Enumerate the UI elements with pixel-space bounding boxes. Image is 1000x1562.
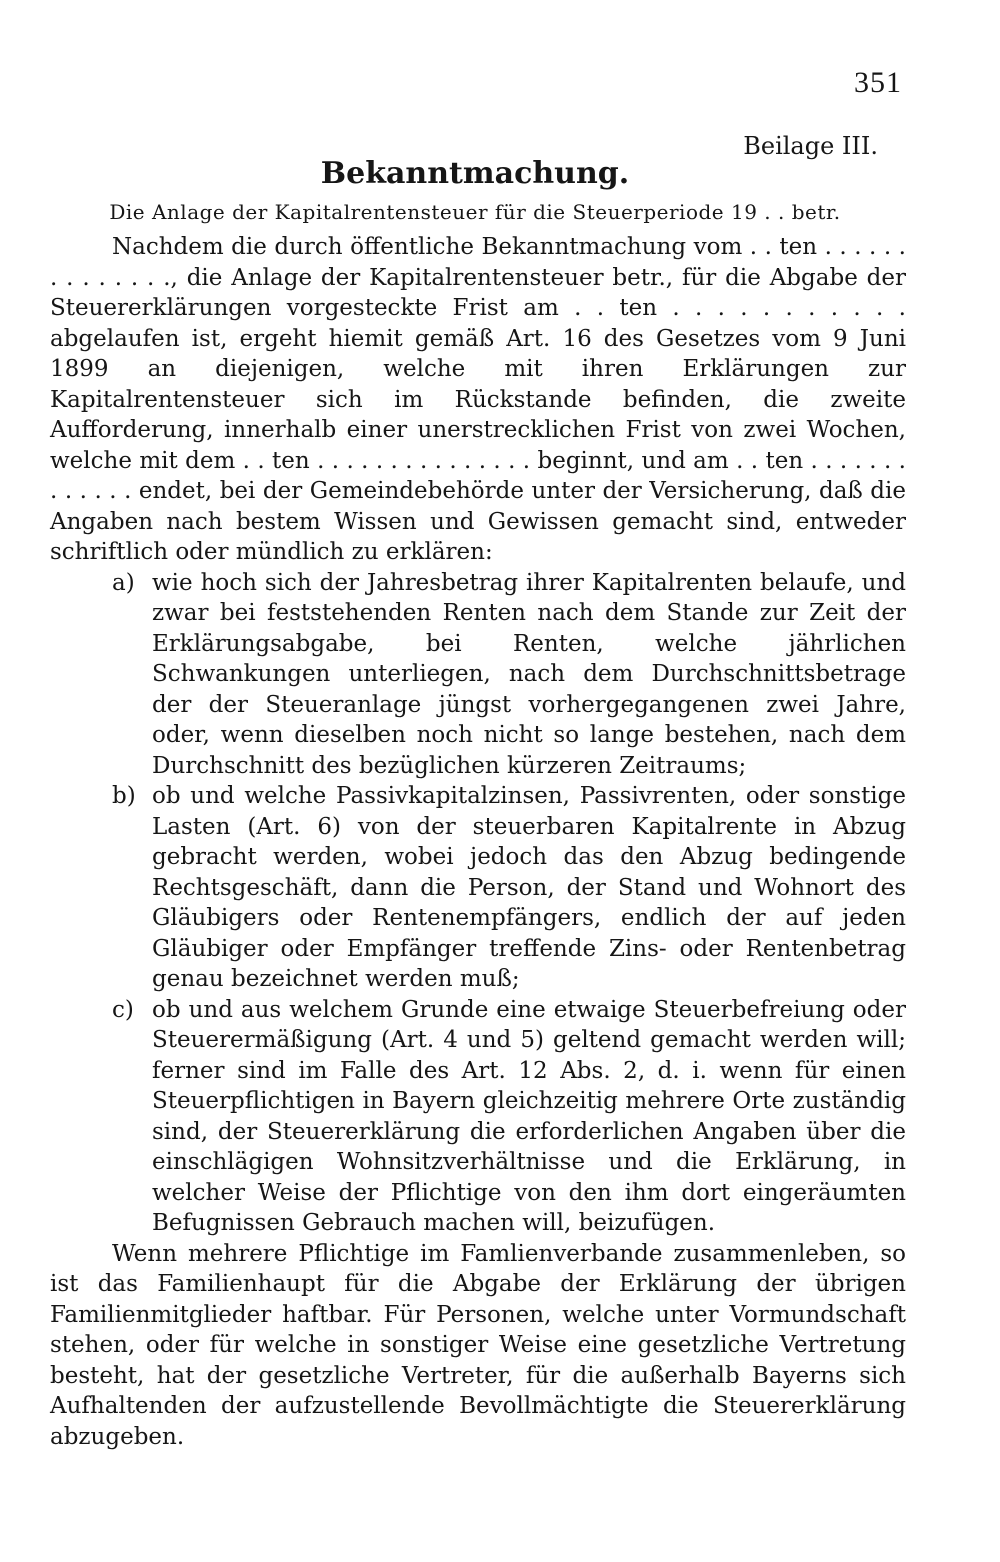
document-subtitle: Die Anlage der Kapitalrentensteuer für die Steuerperiode 19 . . betr. [109,200,841,224]
list-item-a [50,568,906,782]
closing-paragraph: Wenn mehrere Pflichtige im Famlienverbande zusammenleben, so ist das Familienhaupt für die Abgabe der Erklärung der übrigen Familienmitglieder haftbar. Für Personen, welche unter Vormundschaft stehen, oder für welche in sonstiger Weise eine gesetzliche Vertretung besteht, hat der gesetzliche Vertreter, für die außerhalb Bayerns sich Aufhaltenden der aufzustellende Bevollmächtigte die Steuererklärung abzugeben. [50,1240,906,1450]
list-item-marker: b) [112,783,136,809]
list-item-text: wie hoch sich der Jahresbetrag ihrer Kapitalrenten belaufe, und zwar bei feststehenden Renten nach dem Stande zur Zeit der Erklärungsabgabe, bei Renten, welche jährlichen Schwankungen unterliegen, nach dem Durchschnittsbetrage der der Steueranlage jüngst vorhergegangenen zwei Jahre, oder, wenn dieselben noch nicht so lange bestehen, nach dem Durchschnitt des bezüglichen kürzeren Zeitraums; [152,569,906,779]
document-title: Bekanntmachung. [320,156,630,191]
list-item-text: ob und welche Passivkapitalzinsen, Passivrenten, oder sonstige Lasten (Art. 6) von der steuerbaren Kapitalrente in Abzug gebracht werden, wobei jedoch das den Abzug bedingende Rechtsgeschäft, dann die Person, der Stand und Wohnort des Gläubigers oder Rentenempfängers, endlich der auf jeden Gläubiger oder Empfänger treffende Zins- oder Rentenbetrag genau bezeichnet werden muß; [152,783,906,992]
list-item-c [50,995,906,1239]
annex-label: Beilage III. [743,132,878,160]
list-item-b [50,781,906,995]
list-item-text: ob und aus welchem Grunde eine etwaige Steuerbefreiung oder Steuerermäßigung (Art. 4 und 5) geltend gemacht werden will; ferner sind im Falle des Art. 12 Abs. 2, d. i. wenn für einen Steuerpflichtigen in Bayern gleichzeitig mehrere Orte zuständig sind, der Steuererklärung die erforderlichen Angaben über die einschlägigen Wohnsitzverhältnisse und die Erklärung, in welcher Weise der Pflichtige von den ihm dort eingeräumten Befugnissen Gebrauch machen will, beizufügen. [152,996,906,1236]
page-number: 351 [854,66,902,99]
list-item-marker: c) [112,996,134,1023]
list-item-marker: a) [112,569,135,596]
document-body [50,232,906,1452]
intro-paragraph: Nachdem die durch öffentliche Bekanntmachung vom . . ten . . . . . . . . . . . . . ., die Anlage der Kapitalrentensteuer betr., für die Abgabe der Steuererklärungen vorgesteckte Frist am . . ten . . . . . . . . . . . abgelaufen ist, ergeht hiemit gemäß Art. 16 des Gesetzes vom 9 Juni 1899 an diejenigen, welche mit ihren Erklärungen zur Kapitalrentensteuer sich im Rückstande befinden, die zweite Aufforderung, innerhalb einer unerstrecklichen Frist von zwei Wochen, welche mit dem . . ten . . . . . . . . . . . . . . . beginnt, und am . . ten . . . . . . . . . . . . . endet, bei der Gemeindebehörde unter der Versicherung, daß die Angaben nach bestem Wissen und Gewissen gemacht sind, entweder schriftlich oder mündlich zu erklären: [50,234,906,565]
